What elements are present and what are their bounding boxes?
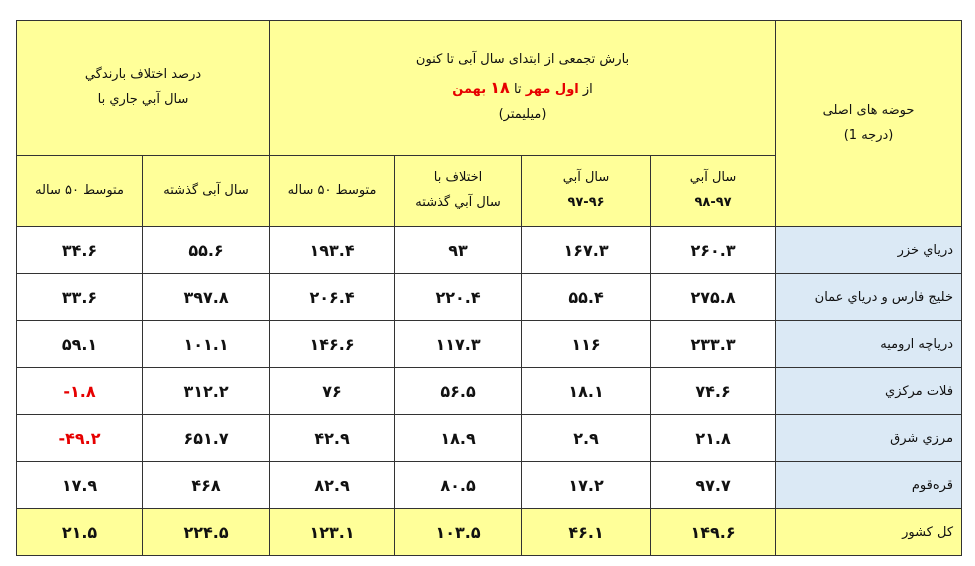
table-row — [17, 321, 962, 368]
rainfall-table-container — [16, 20, 962, 556]
cell-avg50: ۲۰۶.۴ — [270, 274, 395, 321]
cell-wy-previous: ۵۵.۴ — [522, 274, 651, 321]
cell-avg50: ۸۲.۹ — [270, 462, 395, 509]
cumulative-to-label: تا — [513, 81, 522, 97]
cell-pct-avg50: ۳۳.۶ — [17, 274, 143, 321]
cumulative-header — [270, 21, 776, 156]
cell-avg50: ۱۹۳.۴ — [270, 227, 395, 274]
basin-name: خليج فارس و درياي عمان — [776, 274, 962, 321]
cell-wy-current: ۹۷.۷ — [651, 462, 776, 509]
cell-pct-prev: ۵۵.۶ — [143, 227, 270, 274]
cell-wy-previous: ۲.۹ — [522, 415, 651, 462]
cell-wy-current: ۷۴.۶ — [651, 368, 776, 415]
cell-pct-avg50: ۱۷.۹ — [17, 462, 143, 509]
cell-diff-prev: ۵۶.۵ — [395, 368, 522, 415]
cumulative-line2 — [270, 73, 775, 103]
cell-wy-current: ۲۳۳.۳ — [651, 321, 776, 368]
cumulative-from-date: اول مهر — [525, 81, 579, 97]
cell-wy-previous: ۱۷.۲ — [522, 462, 651, 509]
table-row — [17, 415, 962, 462]
basin-name: درياي خزر — [776, 227, 962, 274]
cell-wy-previous: ۴۶.۱ — [522, 509, 651, 556]
cumulative-to-day: ۱۸ — [490, 77, 510, 97]
cell-pct-avg50: ۵۹.۱ — [17, 321, 143, 368]
cell-diff-prev: ۹۳ — [395, 227, 522, 274]
basins-header — [776, 21, 962, 227]
cell-wy-current: ۱۴۹.۶ — [651, 509, 776, 556]
cell-avg50: ۱۲۳.۱ — [270, 509, 395, 556]
cell-diff-prev: ۲۲۰.۴ — [395, 274, 522, 321]
cell-wy-previous: ۱۸.۱ — [522, 368, 651, 415]
cell-wy-previous: ۱۶۷.۳ — [522, 227, 651, 274]
cell-pct-avg50: -۴۹.۲ — [17, 415, 143, 462]
cell-diff-prev: ۸۰.۵ — [395, 462, 522, 509]
diff-percent-line1: درصد اختلاف بارندگي — [84, 67, 202, 83]
cell-avg50: ۴۲.۹ — [270, 415, 395, 462]
cell-pct-prev: ۳۹۷.۸ — [143, 274, 270, 321]
basins-title: حوضه های اصلی — [822, 102, 915, 118]
cumulative-unit: (میلیمتر) — [498, 107, 547, 123]
cell-wy-current: ۲۶۰.۳ — [651, 227, 776, 274]
diff-percent-header — [17, 21, 270, 156]
wy-previous-header: سال آبي ۹۷-۹۶ — [522, 156, 651, 227]
cell-diff-prev: ۱۱۷.۳ — [395, 321, 522, 368]
cell-pct-avg50: -۱.۸ — [17, 368, 143, 415]
cell-pct-prev: ۶۵۱.۷ — [143, 415, 270, 462]
cell-avg50: ۱۴۶.۶ — [270, 321, 395, 368]
basin-name: كل كشور — [776, 509, 962, 556]
table-row — [17, 462, 962, 509]
basin-name: فلات مركزي — [776, 368, 962, 415]
cell-pct-avg50: ۳۴.۶ — [17, 227, 143, 274]
wy-current-header: سال آبي ۹۸-۹۷ — [651, 156, 776, 227]
cell-pct-prev: ۲۲۴.۵ — [143, 509, 270, 556]
cell-diff-prev: ۱۰۳.۵ — [395, 509, 522, 556]
basin-name: قره‌قوم — [776, 462, 962, 509]
pct-avg50-header: متوسط ۵۰ ساله — [17, 156, 143, 227]
cell-pct-prev: ۴۶۸ — [143, 462, 270, 509]
rainfall-table — [16, 20, 962, 556]
total-row — [17, 509, 962, 556]
basin-name: درياچه اروميه — [776, 321, 962, 368]
cell-pct-prev: ۱۰۱.۱ — [143, 321, 270, 368]
cell-wy-current: ۲۷۵.۸ — [651, 274, 776, 321]
pct-prev-header: سال آبی گذشته — [143, 156, 270, 227]
basins-subtitle: (درجه 1) — [843, 127, 894, 143]
table-row — [17, 368, 962, 415]
avg50-header: متوسط ۵۰ ساله — [270, 156, 395, 227]
table-row — [17, 274, 962, 321]
cumulative-line1: بارش تجمعی از ابتدای سال آبی تا کنون — [415, 52, 630, 68]
cumulative-to-month: بهمن — [452, 81, 487, 97]
basin-name: مرزي شرق — [776, 415, 962, 462]
diff-prev-header: اختلاف با سال آبي گذشته — [395, 156, 522, 227]
diff-percent-line2: سال آبي جاري با — [97, 92, 189, 107]
cell-wy-previous: ۱۱۶ — [522, 321, 651, 368]
cell-wy-current: ۲۱.۸ — [651, 415, 776, 462]
cell-pct-avg50: ۲۱.۵ — [17, 509, 143, 556]
cell-avg50: ۷۶ — [270, 368, 395, 415]
cell-diff-prev: ۱۸.۹ — [395, 415, 522, 462]
cell-pct-prev: ۳۱۲.۲ — [143, 368, 270, 415]
cumulative-from-label: از — [582, 81, 593, 97]
table-row — [17, 227, 962, 274]
